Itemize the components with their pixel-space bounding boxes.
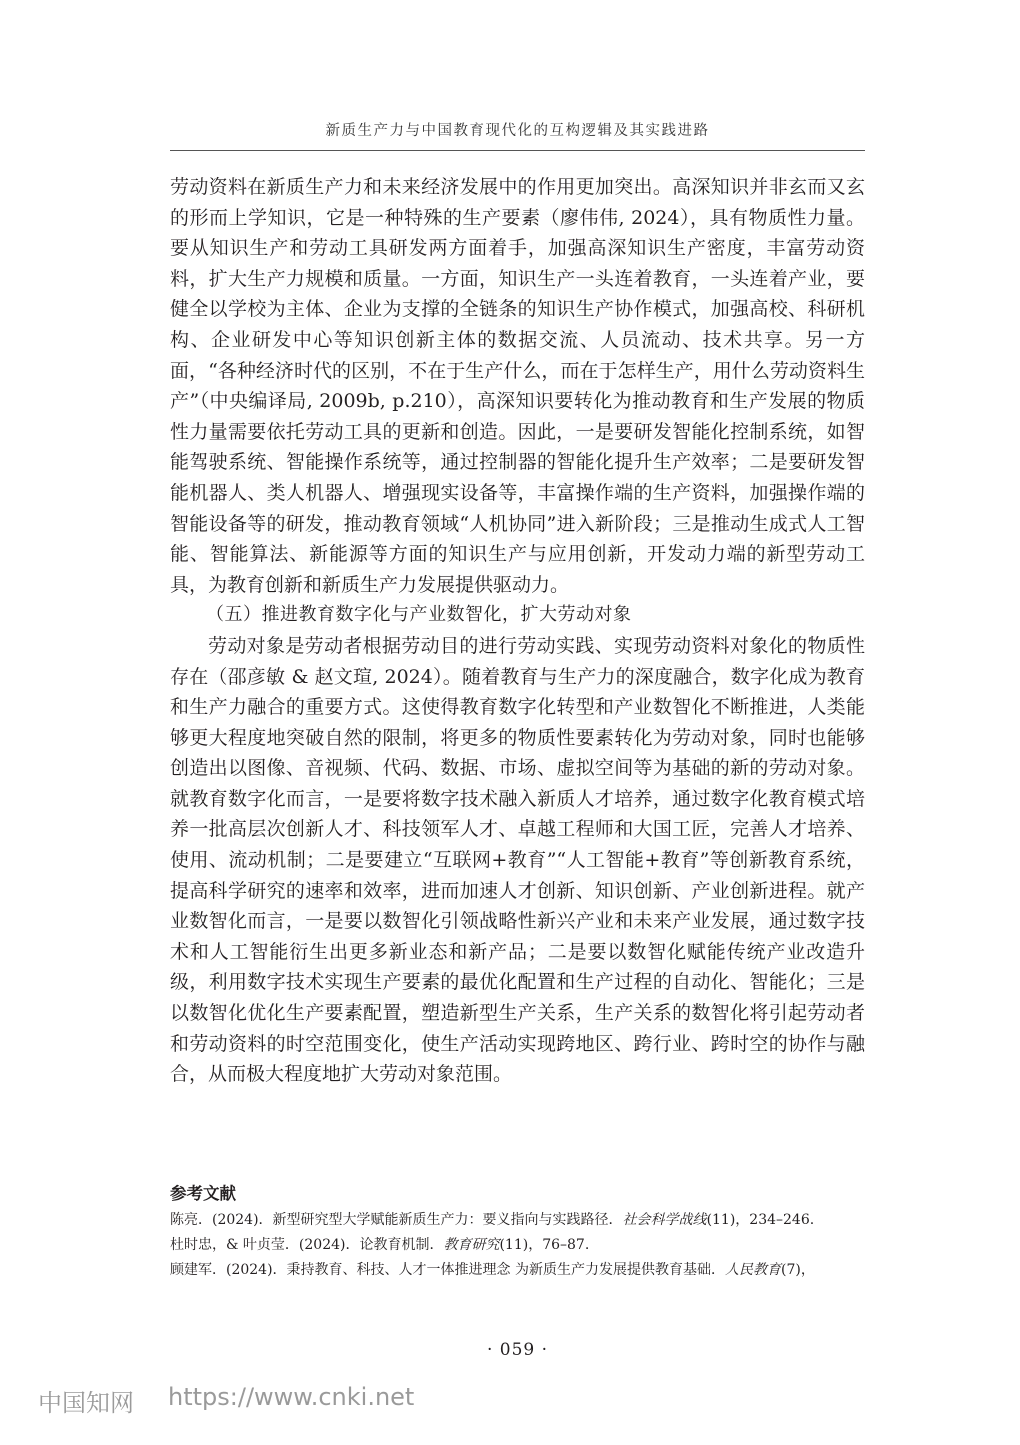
body-paragraph: 劳动资料在新质生产力和未来经济发展中的作用更加突出。高深知识并非玄而又玄的形而上学知识，它是一种特殊的生产要素（廖伟伟, 2024），具有物质性力量。要从知识生产和劳动工具研发两方面着手，加强高深知识生产密度，丰富劳动资料，扩大生产力规模和质量。一方面，知识生产一头连着教育，一头连着产业，要健全以学校为主体、企业为支撑的全链条的知识生产协作模式，加强高校、科研机构、企业研发中心等知识创新主体的数据交流、人员流动、技术共享。另一方面，“各种经济时代的区别，不在于生产什么，而在于怎样生产，用什么劳动资料生产”（中央编译局, 2009b, p.210），高深知识要转化为推动教育和生产发展的物质性力量需要依托劳动工具的更新和创造。因此，一是要研发智能化控制系统，如智能驾驶系统、智能操作系统等，通过控制器的智能化提升生产效率；二是要研发智能机器人、类人机器人、增强现实设备等，丰富操作端的生产资料，加强操作端的智能设备等的研发，推动教育领域“人机协同”进入新阶段；三是推动生成式人工智能、智能算法、新能源等方面的知识生产与应用创新，开发动力端的新型劳动工具，为教育创新和新质生产力发展提供驱动力。: [170, 176, 865, 596]
references-title: 参考文献: [170, 1184, 236, 1203]
running-header: 新质生产力与中国教育现代化的互构逻辑及其实践进路: [325, 123, 710, 139]
reference-item: 顾建军．(2024)．秉持教育、科技、人才一体推进理念 为新质生产力发展提供教育基础．人民教育(7)，: [170, 1262, 815, 1278]
article-body: [170, 172, 865, 1090]
body-paragraph: 劳动对象是劳动者根据劳动目的进行劳动实践、实现劳动资料对象化的物质性存在（邵彦敏 & 赵文瑄, 2024）。随着教育与生产力的深度融合，数字化成为教育和生产力融合的重要方式。这使得教育数字化转型和产业数智化不断推进，人类能够更大程度地突破自然的限制，将更多的物质性要素转化为劳动对象，同时也能够创造出以图像、音视频、代码、数据、市场、虚拟空间等为基础的新的劳动对象。就教育数字化而言，一是要将数字技术融入新质人才培养，通过数字化教育模式培养一批高层次创新人才、科技领军人才、卓越工程师和大国工匠，完善人才培养、使用、流动机制；二是要建立“互联网+教育”“人工智能+教育”等创新教育系统，提高科学研究的速率和效率，进而加速人才创新、知识创新、产业创新进程。就产业数智化而言，一是要以数智化引领战略性新兴产业和未来产业发展，通过数字技术和人工智能衍生出更多新业态和新产品；二是要以数智化赋能传统产业改造升级，利用数字技术实现生产要素的最优化配置和生产过程的自动化、智能化；三是以数智化优化生产要素配置，塑造新型生产关系，生产关系的数智化将引起劳动者和劳动资料的时空范围变化，使生产活动实现跨地区、跨行业、跨时空的协作与融合，从而极大程度地扩大劳动对象范围。: [170, 634, 865, 1086]
reference-item: 陈亮．(2024)．新型研究型大学赋能新质生产力：要义指向与实践路径．社会科学战线(11)，234–246.: [170, 1212, 815, 1228]
cnki-logo-watermark: 中国知网: [38, 1389, 134, 1417]
section-heading: （五）推进教育数字化与产业数智化，扩大劳动对象: [206, 604, 632, 626]
header-rule: [170, 150, 865, 151]
reference-item: 杜时忠，& 叶贞莹．(2024)．论教育机制．教育研究(11)，76–87.: [170, 1237, 590, 1253]
page-number: · 059 ·: [486, 1340, 549, 1360]
references-list: [170, 1208, 870, 1283]
cnki-url-watermark: https://www.cnki.net: [168, 1383, 415, 1411]
